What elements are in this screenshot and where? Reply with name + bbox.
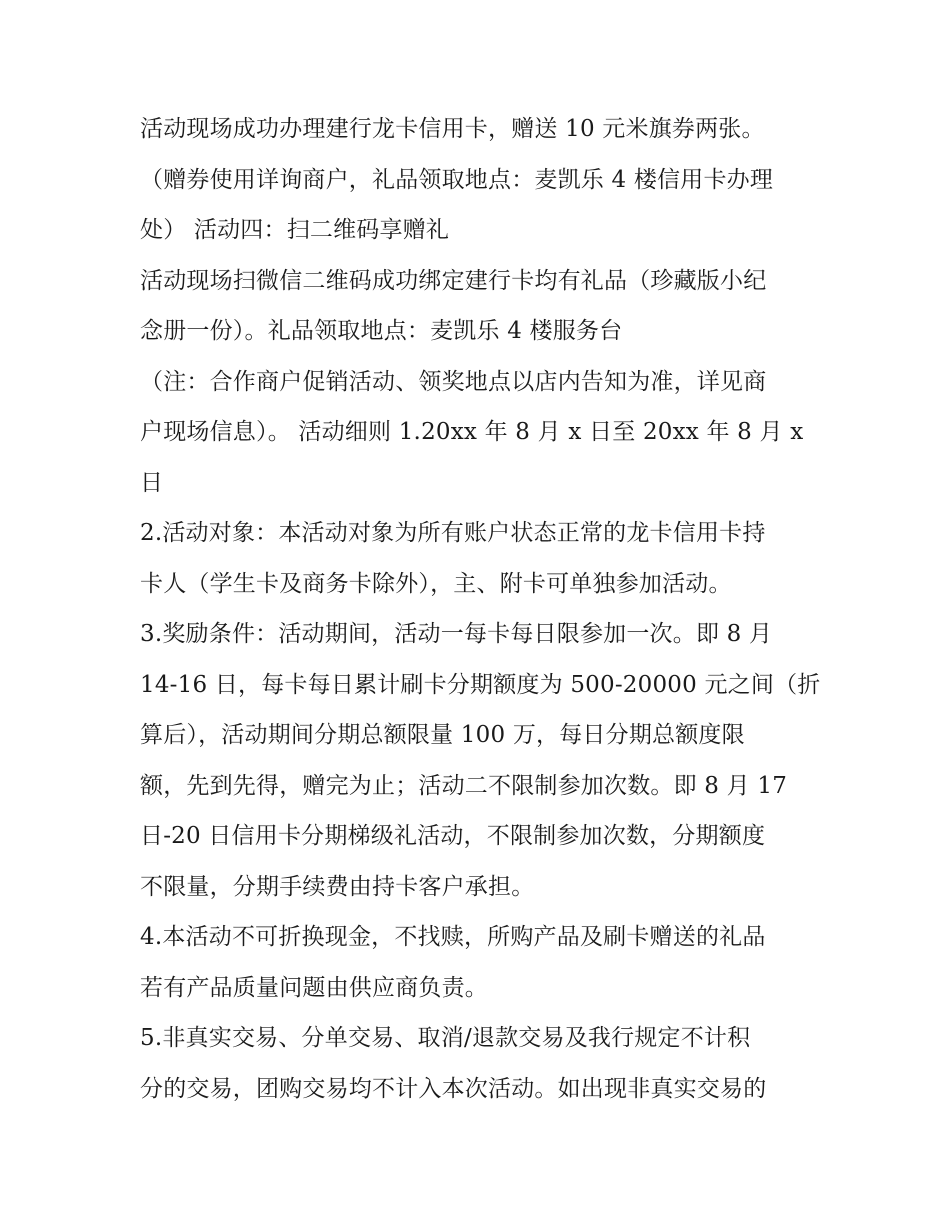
text-line: 处） 活动四：扫二维码享赠礼	[140, 217, 450, 243]
text-line: 额，先到先得，赠完为止；活动二不限制参加次数。即 8 月 17	[140, 772, 788, 799]
text-line: 4.本活动不可折换现金，不找赎，所购产品及刷卡赠送的礼品	[140, 924, 766, 950]
text-line: 2.活动对象：本活动对象为所有账户状态正常的龙卡信用卡持	[140, 520, 766, 546]
text-line: 3.奖励条件：活动期间，活动一每卡每日限参加一次。即 8 月	[140, 621, 773, 647]
text-line: 算后），活动期间分期总额限量 100 万，每日分期总额度限	[140, 722, 745, 748]
text-line: 分的交易，团购交易均不计入本次活动。如出现非真实交易的	[140, 1075, 767, 1102]
text-line: 日	[140, 469, 164, 496]
text-line: 若有产品质量问题由供应商负责。	[140, 974, 488, 1001]
text-line: 活动现场成功办理建行龙卡信用卡，赠送 10 元米旗券两张。	[140, 116, 765, 142]
text-line: （注：合作商户促销活动、领奖地点以店内告知为准，详见商	[140, 368, 767, 395]
text-line: 14-16 日，每卡每日累计刷卡分期额度为 500-20000 元之间（折	[140, 671, 821, 698]
text-line: （赠券使用详询商户，礼品领取地点：麦凯乐 4 楼信用卡办理	[140, 166, 774, 193]
text-line: 不限量，分期手续费由持卡客户承担。	[140, 873, 535, 900]
text-line: 卡人（学生卡及商务卡除外），主、附卡可单独参加活动。	[140, 570, 732, 597]
text-line: 5.非真实交易、分单交易、取消/退款交易及我行规定不计积	[140, 1025, 751, 1051]
text-line: 日-20 日信用卡分期梯级礼活动，不限制参加次数，分期额度	[140, 823, 766, 849]
text-line: 念册一份）。礼品领取地点：麦凯乐 4 楼服务台	[140, 318, 623, 344]
document-body	[140, 104, 820, 1114]
text-line: 户现场信息）。 活动细则 1.20xx 年 8 月 x 日至 20xx 年 8 月 x	[140, 419, 804, 445]
text-line: 活动现场扫微信二维码成功绑定建行卡均有礼品（珍藏版小纪	[140, 267, 767, 294]
